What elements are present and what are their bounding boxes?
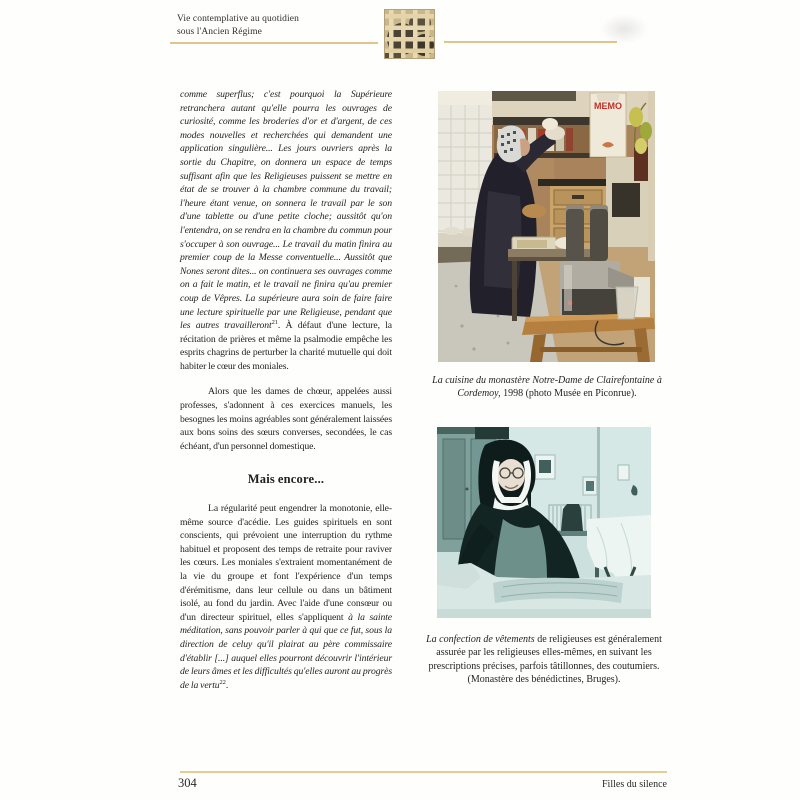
running-head [177,13,299,38]
paragraph-text: . À défaut d'une lecture, la récitation de prières et même la psalmodie empêche les esprits chagrins de perturber la charité mutuelle qui doit habiter le cœur des moniales. [180,320,392,372]
memo-box [590,93,626,157]
paragraph-text: . [225,679,229,691]
paragraph-opening-quote [180,88,392,373]
header-rule-left [170,42,378,44]
paragraph-text: La régularité peut engendrer la monotonie, elle-même source d'acédie. Les guides spirituels en sont conscients, qui prévoient une interruption du rythme habituel et proposent des temps de retraite pour raviver les cœurs. Les moniales s'extraient momentanément de la vie du groupe et font l'expérience d'un temps d'érémitisme, dans leur cellule ou dans un bâtiment isolé, au fond du jardin. Avec l'aide d'une consœur ou d'un directeur spirituel, elles s'appliquent [180,503,392,623]
paragraph-soeurs-converses: Alors que les dames de chœur, appelées aussi professes, s'adonnent à ces exercices manuels, les besognes les moins agréables sont généralement laissées aux bons soins des sœurs converses, secondées, le cas échéant, d'un personnel domestique. [180,386,392,452]
sewing-photo [437,427,651,618]
caption-roman: 1998 (photo Musée en Piconrue). [500,388,637,400]
running-head-line2: sous l'Ancien Régime [177,26,262,37]
caption-italic: La cuisine du monastère Notre-Dame de Clairefontaine à Cordemoy, [432,375,662,400]
memo-label: MEMO [594,101,622,111]
footnote-ref-21: 21 [271,318,278,326]
scan-artifact [600,14,648,44]
figure-caption-sewing [417,633,671,687]
footnote-ref-22: 22 [219,678,226,686]
grille-photo [384,9,435,59]
book-title: Filles du silence [602,779,667,790]
kitchen-photo [438,91,655,362]
header-rule-right [444,41,617,43]
paragraph-retraite [180,502,392,692]
running-head-line1: Vie contemplative au quotidien [177,14,299,24]
caption-italic: La confection de vêtements [426,634,535,645]
caption-roman: de religieuses est généralement assurée par les religieuses elles-mêmes, en suivant les prescriptions précises, parfois tâtillonnes, des coutumiers. (Monastère des bénédictines, Bruges). [428,634,662,686]
quote-text: à la sainte méditation, sans pouvoir parler à qui que ce fut, sous la direction de celuy qu'il plairat au père commissaire d'établir [...] auquel elles pourront découvrir l'intérieur de leurs âmes et les difficultés qu'elles auront au progrès de la vertu [180,611,393,691]
figure-caption-kitchen [428,374,666,400]
section-heading: Mais encore... [247,472,325,487]
main-text-column [180,88,392,692]
page-number: 304 [178,776,197,790]
quote-text: comme superflus; c'est pourquoi la Supérieure retranchera autant qu'elle pourra les ouvrages de curiosité, comme les broderies d'or et d'argent, de ces modes nouvelles et recherchées qui demandent une application singulière... Les jours ouvriers après la sortie du Chapitre, on donnera un espace de temps suffisant afin que les Religieuses puissent se mettre en état de se trouver à la chambre commune du travail; l'heure étant venue, on sonnera le travail par le son d'une tablette ou d'une petite cloche; aussitôt qu'on l'entendra, on se rendra en la chambre du commun pour s'occuper à son ouvrage... Le travail du matin finira au premier coup de la Messe conventuelle... Aussitôt que Nones seront dites... on continuera ses ouvrages comme on a fait le matin, et le travail ne finira qu'au premier coup de Vêpres. La supérieure aura soin de faire faire une lecture spirituelle par une Religieuse, pendant que les autres travailleront [180,89,392,332]
footer-rule [180,771,667,773]
